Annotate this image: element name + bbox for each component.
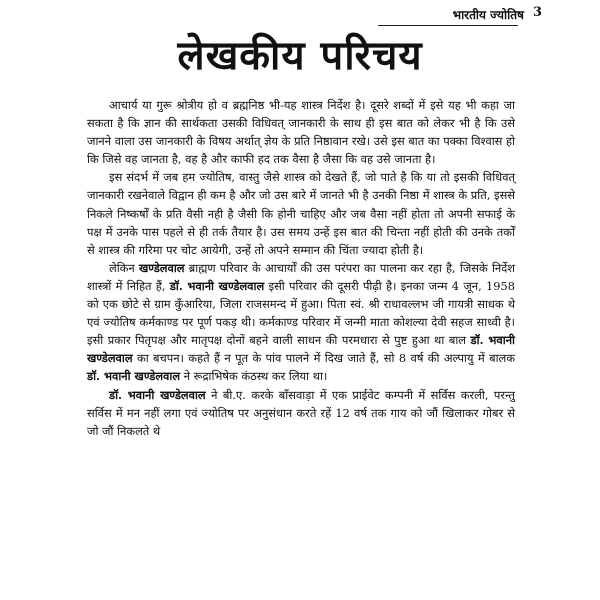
text-span: ने बी.ए. करके बाँसवाड़ा में एक प्राईवेट कम्पनी में सर्विस करली, परन्तु सर्विस में मन नहीं लगा एवं ज्योतिष पर अनुसंधान करते रहें 12 वर्ष तक गाय को जौं खिलाकर गोबर से जो जौं निकलते थे — [87, 387, 515, 438]
paragraph-2: इस संदर्भ में जब हम ज्योतिष, वास्तु जैसे शास्त्र को देखते हैं, जो पाते है कि या तो इसकी विधिवत् जानकारी रखनेवाले विद्वान ही कम है और जो उस बारे में जानते भी है उनकी निष्ठा में शास्त्र के प्रति, इससे निकले निष्कर्षों के प्रति वैसी नही है जैसी कि होनी चाहिए और जब वैसा नहीं होता तो अपनी सफाई के पक्ष में उनके पास पहले से ही तर्क तैयार है। उस समय उन्हें इस बात की चिन्ता नहीं होती की उनके तर्कों से शास्त्र की गरिमा पर चोट आयेगी, उन्हें तो अपने सम्मान की चिंता ज्यादा होती है। — [87, 170, 515, 257]
page-number: 3 — [532, 5, 542, 20]
paragraph-4 — [87, 386, 515, 440]
paragraph-1: आचार्य या गुरू श्रोत्रीय हो व ब्रह्मनिष्ठ भी-यह शास्त्र निर्देश है। दूसरे शब्दों में इसे यह भी कहा जा सकता है कि ज्ञान की सार्थकता उसकी विधिवत् जानकारी के साथ ही इस बात को लेकर भी है कि उसे जानने वाला उस जानकारी के विषय अर्थात् ज्ञेय के प्रति निष्ठावान रखे। उसे इस बात का पक्का विश्वास हो कि जिसे वह जानता है, वह है और काफी हद तक वैसा है जैसा कि वह उसे जानता है। — [87, 98, 515, 167]
chapter-title: लेखकीय परिचय — [177, 33, 423, 79]
text-span: लेकिन — [109, 260, 135, 275]
header-rule — [378, 25, 518, 26]
bold-author-name: डॉ. भवानी खण्डेलवाल — [169, 278, 265, 293]
bold-author-name: डॉ. भवानी खण्डेलवाल — [109, 387, 206, 402]
bold-author-name: डॉ. भवानी खण्डेलवाल — [87, 333, 515, 366]
paragraph-3 — [87, 259, 515, 386]
running-head: भारतीय ज्योतिष — [452, 8, 524, 22]
text-span: ने रूद्राभिषेक कंठस्थ कर लिया था। — [183, 369, 328, 384]
text-span: ब्राह्मण परिवार के आचार्यों की उस परंपरा का पालना कर रहा है, जिसके निर्देश शास्त्रों में निहित हैं, — [87, 260, 516, 293]
bold-surname: खण्डेलवाल — [138, 260, 185, 275]
body-text — [87, 96, 515, 440]
text-span: इसी परिवार की दूसरी पीढ़ी है। इनका जन्म 4 जून, 1958 को एक छोटे से ग्राम कुँआरिया, जिला राजसमन्द में हुआ। पिता स्वं. श्री राधावल्लभ जी गायत्री साधक थे एवं ज्योतिष कर्मकाण्ड पर पूर्ण पकड़ थी। कर्मकाण्ड परिवार में जन्मी माता कोशल्या देवी सहज साध्वी है। इसी प्रकार पितृपक्ष और मातृपक्ष दोनों बहने वाली साधन की परमधारा से पुष्ट हुआ था बाल — [87, 278, 515, 348]
bold-author-name: डॉ. भवानी खण्डेलवाल — [87, 369, 181, 384]
text-span: का बचपन। कहते हैं न पूत के पांव पालने में दिख जाते हैं, सो 8 वर्ष की अल्पायु में बालक — [136, 351, 515, 366]
